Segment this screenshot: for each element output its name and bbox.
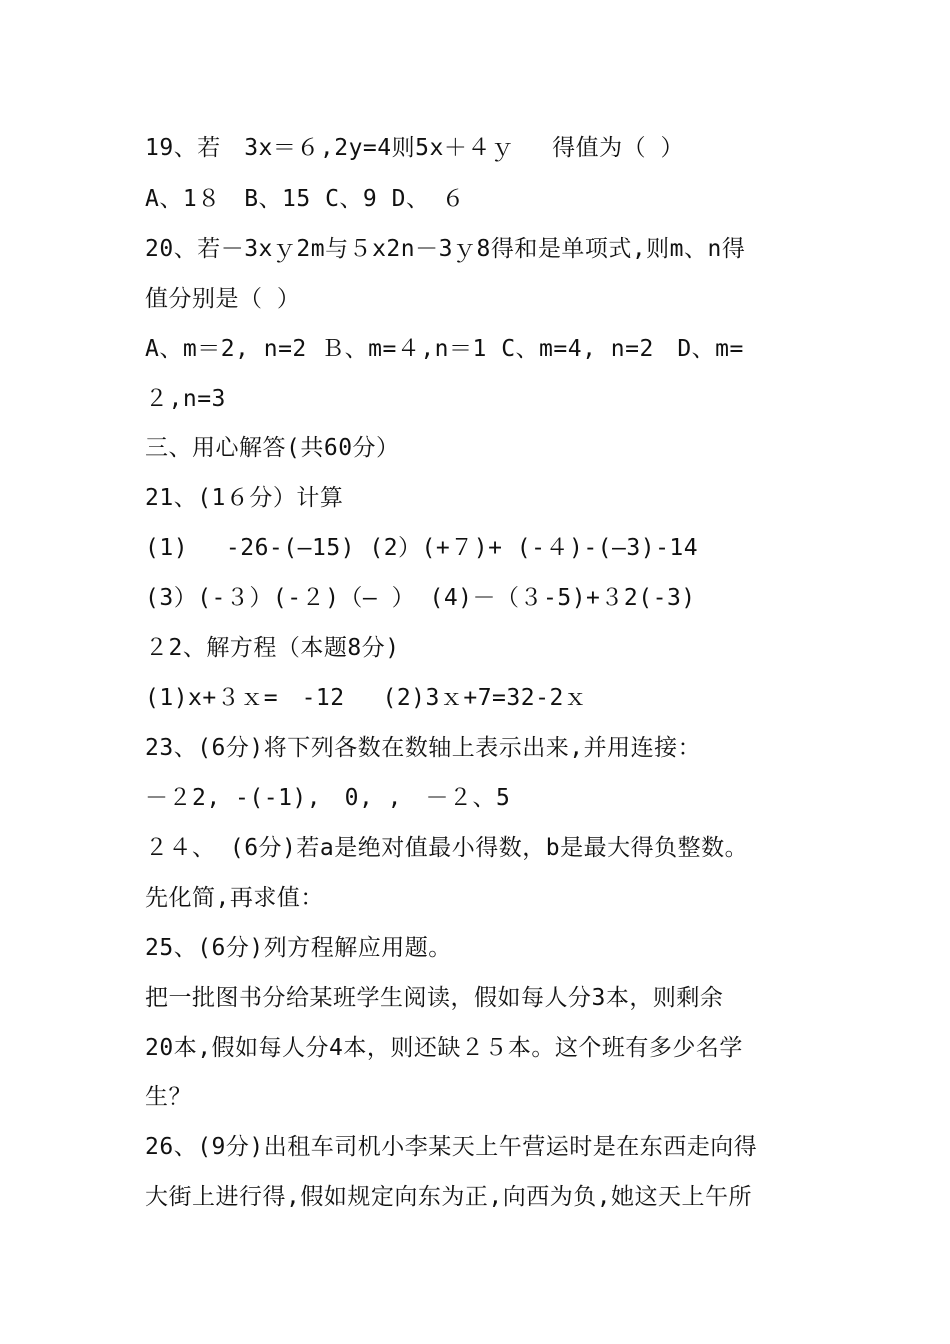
question-25-text-end: 生？ (145, 1084, 192, 1110)
question-22-title: ２2、解方程（本题8分) (145, 635, 400, 661)
question-26-text-continued: 大街上进行得,假如规定向东为正,向西为负,她这天上午所 (145, 1184, 753, 1210)
question-19-options: A、1８ B、15 C、9 D、 ６ (145, 186, 465, 212)
question-26-text: 26、(9分)出租车司机小李某天上午营运时是在东西走向得 (145, 1134, 758, 1160)
question-23-numbers: －２2, -(-1), 0, , －２、5 (145, 785, 511, 811)
section-heading: 三、用心解答(共60分） (145, 435, 400, 461)
question-24-instruction: 先化简,再求值： (145, 885, 324, 911)
question-21-parts-3-4: (3）(-３）(-２)（— ） (4)－（３-5)+３2(-3) (145, 585, 696, 611)
question-20-options-continued: ２,n=3 (145, 386, 226, 412)
question-25-text: 把一批图书分给某班学生阅读，假如每人分3本，则剩余 (145, 985, 724, 1011)
question-21-title: 21、(1６分）计算 (145, 485, 344, 511)
question-22-equations: (1)x+３ｘ= -12 (2)3ｘ+7=32-2ｘ (145, 685, 588, 711)
question-20-text: 20、若－3xｙ2m与５x2n－3ｙ8得和是单项式,则m、n得 (145, 236, 746, 262)
question-20-text-continued: 值分别是（ ） (145, 286, 301, 312)
question-20-options: A、m＝2, n=2 Ｂ、m=４,n＝1 C、m=4, n=2 D、m= (145, 336, 744, 362)
question-24-text: ２４、 (6分)若a是绝对值最小得数，b是最大得负整数。 (145, 835, 749, 861)
question-21-parts-1-2: (1) -26-(—15) (2）(+７)+ (-４)-(—3)-14 (145, 535, 699, 561)
question-19-text: 19、若 3x＝６,2y=4则5x＋４ｙ 得值为（ ） (145, 135, 685, 161)
question-25-text-continued: 20本,假如每人分4本，则还缺２５本。这个班有多少名学 (145, 1035, 743, 1061)
question-25-title: 25、(6分)列方程解应用题。 (145, 935, 452, 961)
question-23-title: 23、(6分)将下列各数在数轴上表示出来,并用连接： (145, 735, 702, 761)
